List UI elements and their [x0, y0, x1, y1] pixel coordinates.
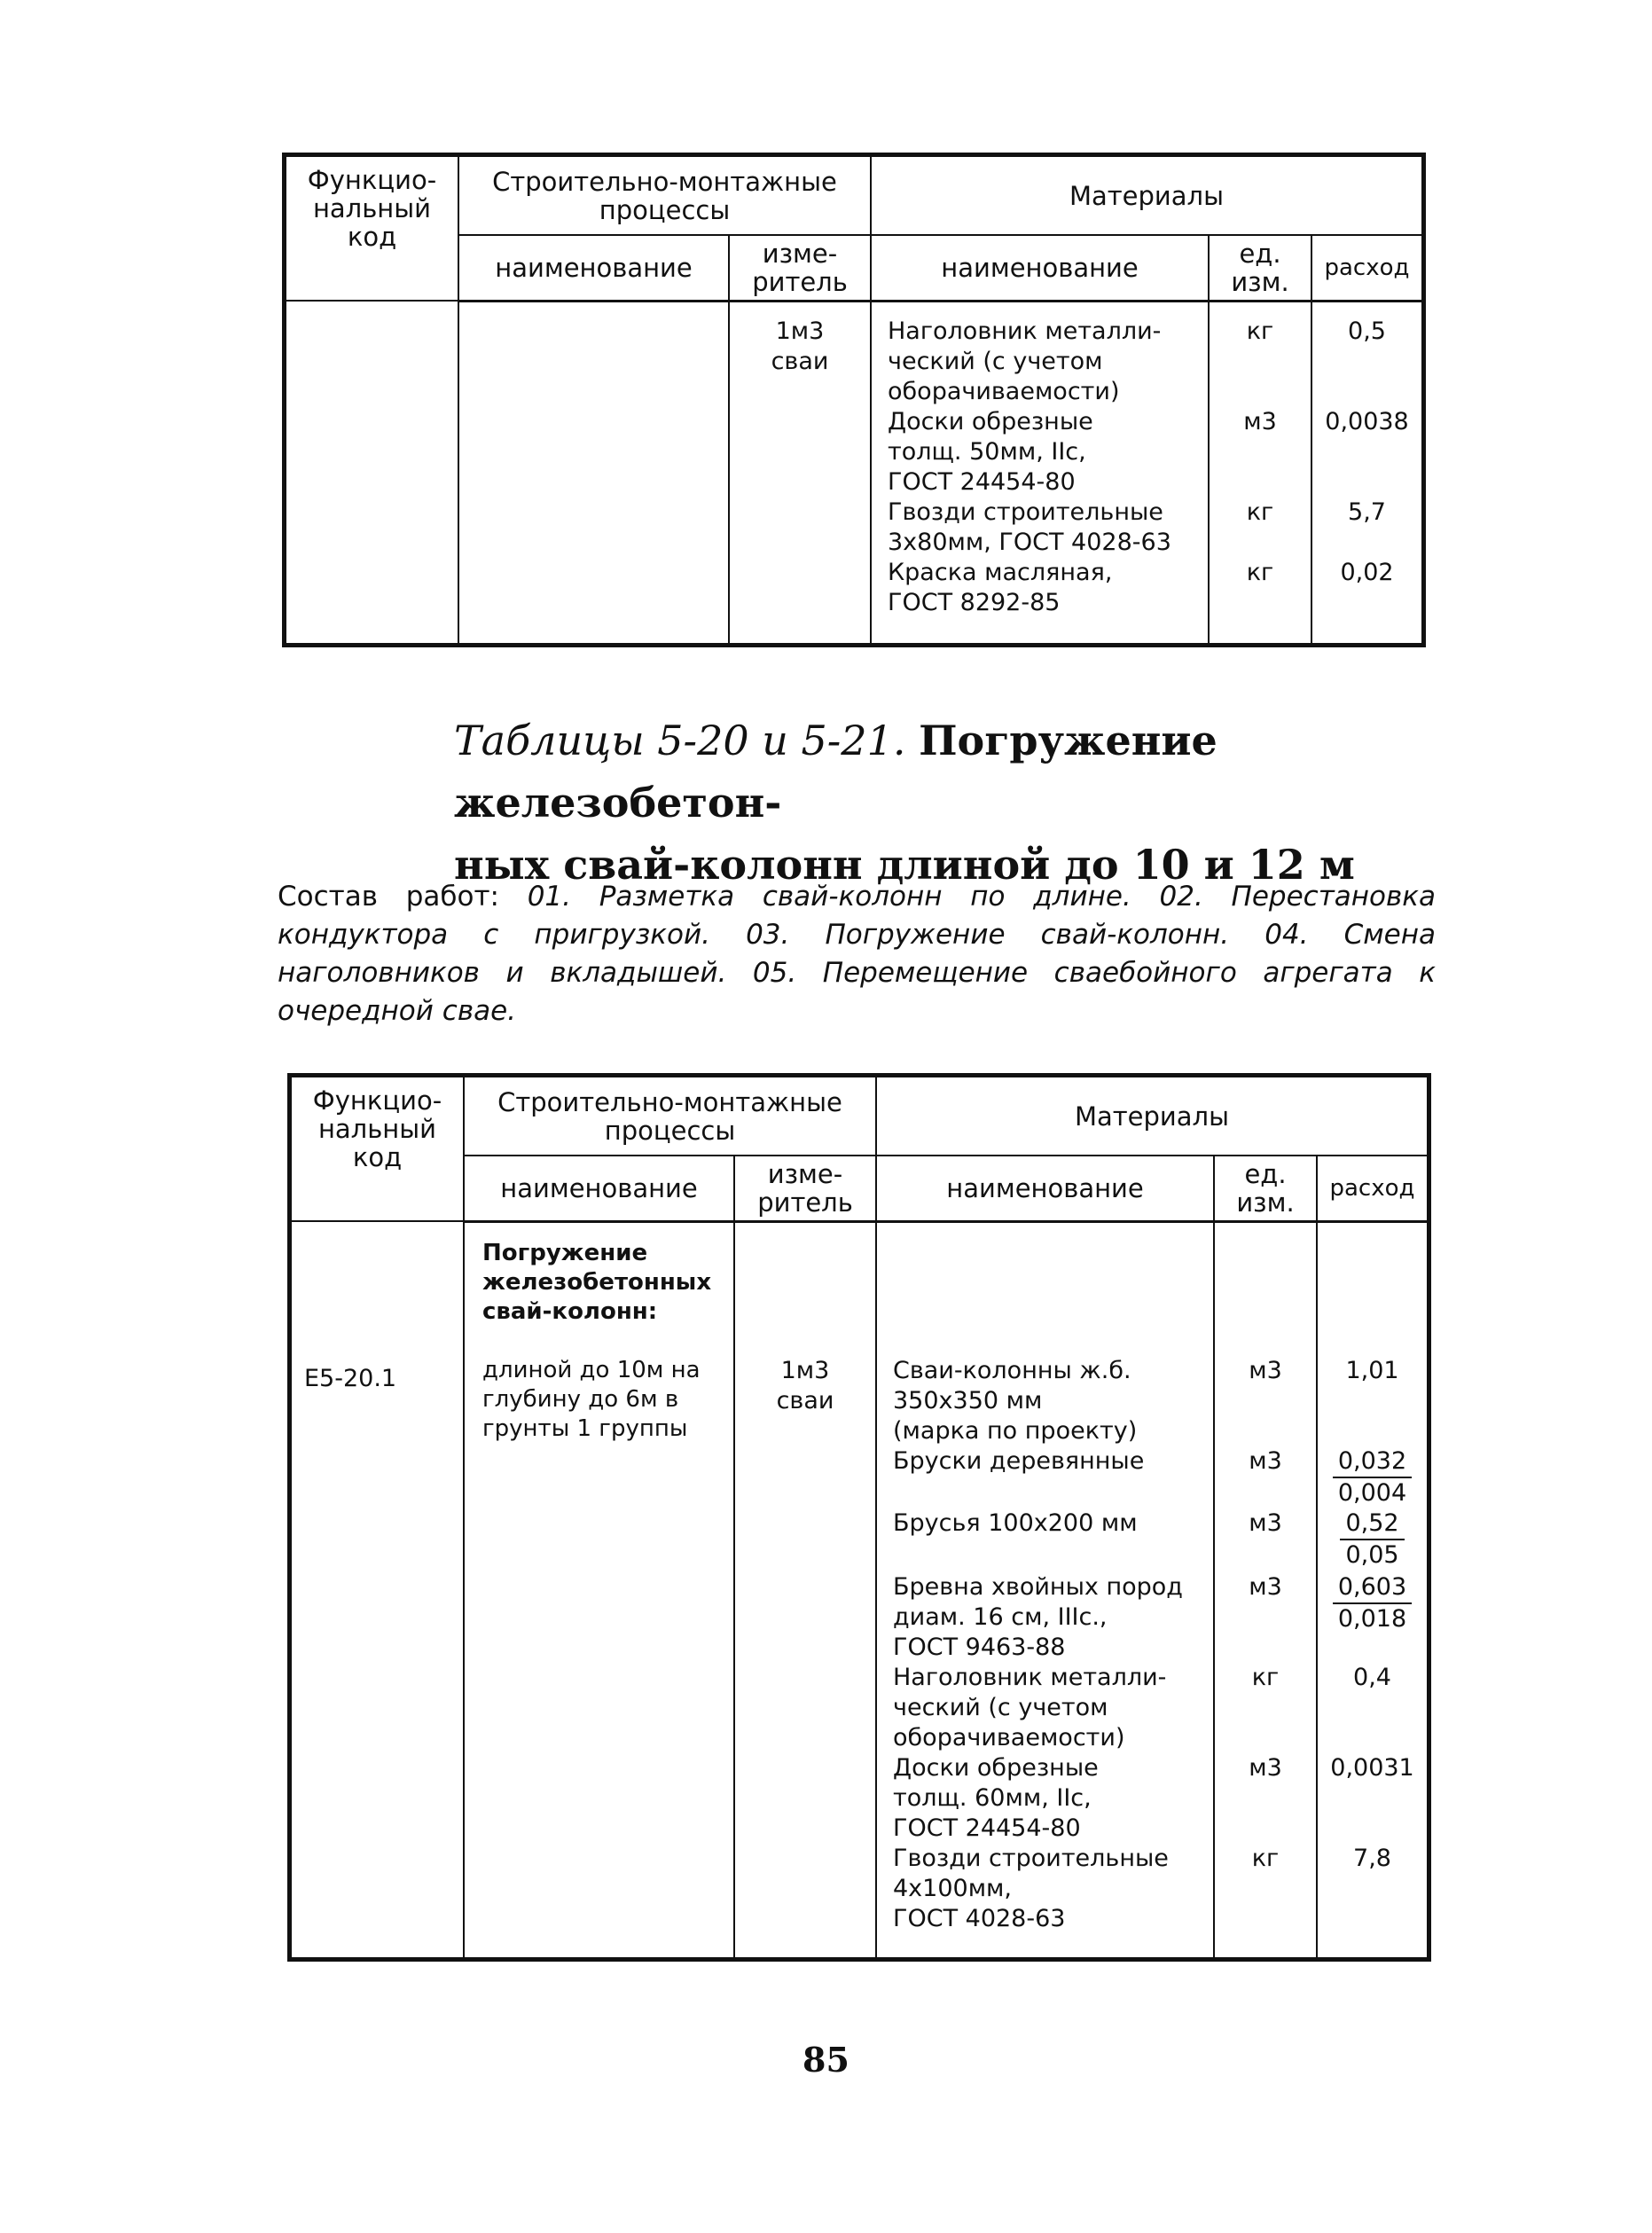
rate-value: 0,603: [1333, 1572, 1412, 1604]
header-functional-code: Функцио- нальный код: [286, 157, 458, 301]
header-consumption: расход: [1311, 235, 1421, 301]
unit-value: м3: [1249, 1753, 1282, 1782]
material-name: Гвозди строительные 4х100мм, ГОСТ 4028-63: [893, 1844, 1169, 1932]
functional-code: Е5-20.1: [304, 1365, 397, 1392]
material-names: [871, 301, 1209, 643]
header-process-name: наименование: [464, 1156, 734, 1221]
unit-value: м3: [1249, 1356, 1282, 1384]
code-cell: [286, 301, 458, 643]
materials-table-5-20: [287, 1073, 1431, 1962]
material-name: Наголовник металли- ческий (с учетом оборачиваемости): [893, 1663, 1167, 1751]
header-material-name: наименование: [876, 1156, 1214, 1221]
header-process-name: наименование: [458, 235, 729, 301]
material-name: Бревна хвойных пород диам. 16 см, IIIс., ГОСТ 9463-88: [893, 1572, 1183, 1661]
material-names: [876, 1221, 1214, 1957]
rate-value: 0,4: [1353, 1663, 1391, 1691]
rate-value: 0,004: [1337, 1478, 1407, 1507]
header-processes: Строительно-монтажные процессы: [464, 1077, 876, 1156]
page-number: 85: [803, 2040, 849, 2080]
meter-cell: 1м3 сваи: [729, 301, 871, 643]
rate-value: 0,52: [1340, 1508, 1404, 1540]
rate-value: 0,5: [1348, 317, 1386, 345]
rate-value: 5,7: [1348, 498, 1386, 526]
material-name: Сваи-колонны ж.б. 350х350 мм (марка по проекту): [893, 1356, 1138, 1445]
header-material-name: наименование: [871, 235, 1209, 301]
unit-value: кг: [1251, 1663, 1280, 1691]
rate-fraction: [1340, 1508, 1404, 1571]
heading-prefix: Таблицы 5-20 и 5-21.: [454, 717, 906, 764]
header-functional-code: Функцио- нальный код: [292, 1077, 464, 1221]
rate-fraction: [1333, 1572, 1412, 1634]
process-cell: [464, 1221, 734, 1957]
rate-fraction: [1333, 1446, 1412, 1508]
section-heading: [454, 709, 1518, 896]
material-rates: [1317, 1221, 1427, 1957]
composition-label: Состав работ:: [278, 881, 499, 913]
header-unit: ед. изм.: [1214, 1156, 1317, 1221]
rate-value: 0,0031: [1330, 1753, 1414, 1782]
material-name: Краска масляная, ГОСТ 8292-85: [888, 558, 1113, 616]
meter-cell: 1м3 сваи: [734, 1221, 876, 1957]
rate-value: 1,01: [1345, 1356, 1399, 1384]
unit-value: м3: [1249, 1572, 1282, 1601]
composition-text: 01. Разметка свай-колонн по длине. 02. Перестановка кондуктора с пригрузкой. 03. Погружение свай-колонн. 04. Смена наголовников и вкладышей. 05. Перемещение сваебойного агрегата к очередной свае.: [278, 881, 1436, 1027]
heading-title: Погружение железобетон- ных свай-колонн длиной до 10 и 12 м: [454, 717, 1355, 889]
process-cell: [458, 301, 729, 643]
group-title: Погружение железобетонных свай-колонн:: [482, 1239, 712, 1325]
material-name: Наголовник металли- ческий (с учетом оборачиваемости): [888, 317, 1162, 405]
work-composition: [278, 878, 1436, 1030]
unit-value: м3: [1243, 407, 1277, 435]
unit-value: кг: [1251, 1844, 1280, 1872]
header-materials: Материалы: [871, 157, 1421, 235]
unit-value: м3: [1249, 1508, 1282, 1537]
rate-value: 0,032: [1333, 1446, 1412, 1478]
process-name: длиной до 10м на глубину до 6м в грунты 1 группы: [482, 1356, 701, 1442]
material-name: Доски обрезные толщ. 60мм, IIс, ГОСТ 24454-80: [893, 1753, 1099, 1842]
rate-value: 7,8: [1353, 1844, 1391, 1872]
rate-value: 0,05: [1345, 1540, 1399, 1569]
material-name: Доски обрезные толщ. 50мм, IIс, ГОСТ 24454-80: [888, 407, 1093, 496]
material-units: [1214, 1221, 1317, 1957]
materials-table-continued: [282, 153, 1426, 647]
header-processes: Строительно-монтажные процессы: [458, 157, 871, 235]
header-consumption: расход: [1317, 1156, 1427, 1221]
material-name: Бруски деревянные: [893, 1446, 1145, 1475]
header-unit: ед. изм.: [1209, 235, 1311, 301]
material-name: Гвозди строительные 3х80мм, ГОСТ 4028-63: [888, 498, 1171, 556]
rate-value: 0,02: [1340, 558, 1394, 586]
header-meter: изме- ритель: [734, 1156, 876, 1221]
header-materials: Материалы: [876, 1077, 1427, 1156]
material-name: Брусья 100х200 мм: [893, 1508, 1138, 1537]
unit-value: кг: [1246, 498, 1274, 526]
unit-value: кг: [1246, 558, 1274, 586]
unit-value: м3: [1249, 1446, 1282, 1475]
rate-value: 0,0038: [1325, 407, 1409, 435]
material-rates: [1311, 301, 1421, 643]
material-units: [1209, 301, 1311, 643]
header-meter: изме- ритель: [729, 235, 871, 301]
unit-value: кг: [1246, 317, 1274, 345]
code-cell: [292, 1221, 464, 1957]
rate-value: 0,018: [1337, 1604, 1407, 1633]
